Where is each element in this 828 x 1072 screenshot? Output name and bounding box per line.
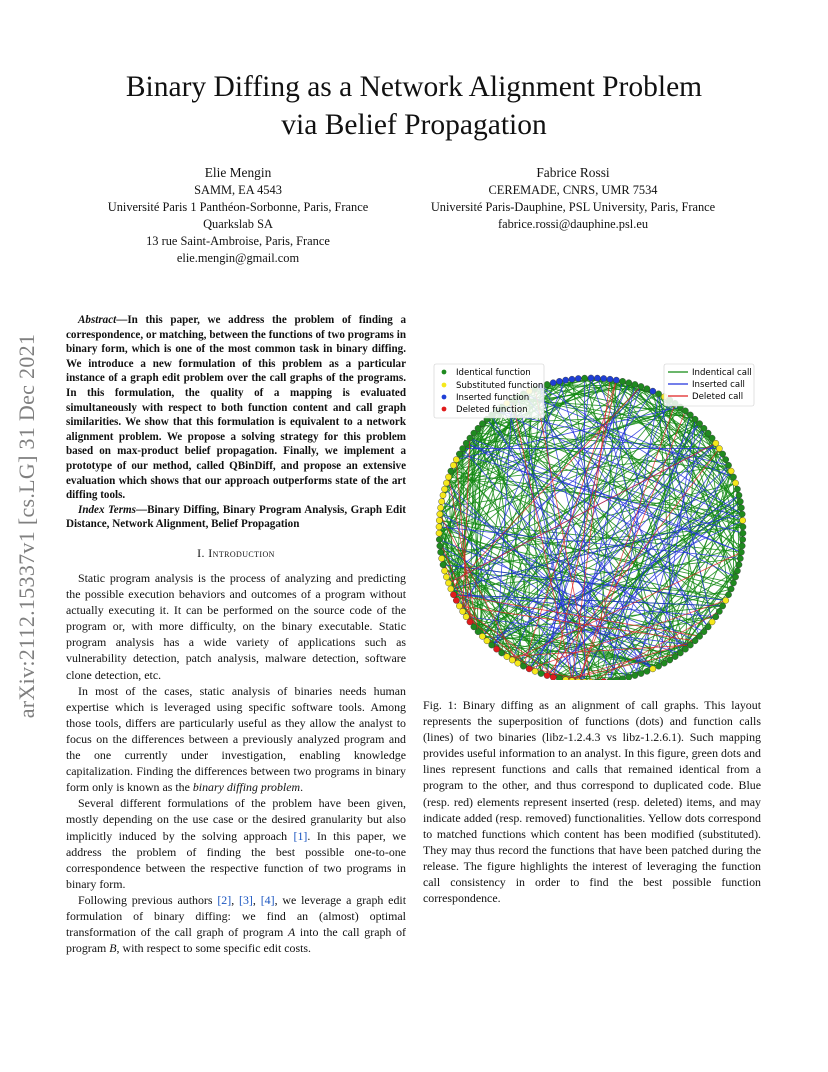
function-node [475, 425, 481, 431]
function-node [445, 580, 451, 586]
function-node [725, 462, 731, 468]
function-node [687, 412, 693, 418]
function-node [626, 380, 632, 386]
function-node [713, 614, 719, 620]
substituted-function-marker [442, 383, 447, 388]
function-node [526, 666, 532, 672]
function-node [475, 629, 481, 635]
function-node [456, 451, 462, 457]
function-node [575, 375, 581, 381]
function-node [440, 562, 446, 568]
citation-link[interactable]: [3] [239, 892, 253, 907]
author-name: Elie Mengin [204, 165, 272, 180]
function-node [515, 660, 521, 666]
function-node [467, 435, 473, 441]
author-email: fabrice.rossi@dauphine.psl.eu [497, 217, 649, 231]
call-graph-plot [430, 362, 756, 680]
function-node [709, 435, 715, 441]
function-node [520, 663, 526, 669]
function-node [644, 386, 650, 392]
function-node [720, 603, 726, 609]
function-node [667, 657, 673, 663]
function-node [730, 580, 736, 586]
section-title: Introduction [208, 546, 275, 560]
author-block-1 [80, 164, 396, 267]
function-node [556, 676, 562, 680]
legend-label: Identical function [456, 368, 531, 378]
deleted-function-marker [442, 407, 447, 412]
function-node [607, 376, 613, 382]
function-node [732, 480, 738, 486]
paper-title [60, 68, 768, 144]
inserted-call-edge [451, 514, 742, 589]
function-node [438, 549, 444, 555]
function-node [701, 425, 707, 431]
function-node [471, 430, 477, 436]
function-node [489, 642, 495, 648]
function-node [736, 562, 742, 568]
function-node [620, 378, 626, 384]
emphasis: binary diffing problem [192, 780, 301, 795]
node-legend [434, 364, 544, 418]
function-node [467, 619, 473, 625]
function-node [550, 674, 556, 680]
function-node [737, 498, 743, 504]
function-node [544, 672, 550, 678]
function-node [687, 642, 693, 648]
function-node [728, 586, 734, 592]
function-node [713, 440, 719, 446]
function-node [632, 672, 638, 678]
author-email: elie.mengin@gmail.com [176, 251, 300, 265]
arxiv-identifier: arXiv:2112.15337v1 [cs.LG] 31 Dec 2021 [14, 333, 39, 719]
function-node [532, 668, 538, 674]
author-affiliation: Quarkslab SA [203, 217, 273, 231]
function-node [620, 676, 626, 680]
function-node [716, 608, 722, 614]
function-node [441, 486, 447, 492]
function-node [732, 574, 738, 580]
function-node [728, 468, 734, 474]
function-node [436, 517, 442, 523]
abstract-label: Abstract [78, 314, 117, 326]
function-node [650, 388, 656, 394]
function-node [479, 633, 485, 639]
function-node [738, 505, 744, 511]
introduction-body [66, 570, 406, 956]
function-node [493, 646, 499, 652]
function-node [439, 555, 445, 561]
function-node [437, 511, 443, 517]
function-node [582, 375, 588, 381]
function-node [450, 592, 456, 598]
function-node [448, 586, 454, 592]
function-node [638, 383, 644, 389]
function-node [439, 498, 445, 504]
function-node [677, 650, 683, 656]
function-node [682, 408, 688, 414]
function-node [740, 536, 746, 542]
author-address: 13 rue Saint-Ambroise, Paris, France [146, 234, 330, 248]
function-node [696, 421, 702, 427]
function-node [443, 480, 449, 486]
function-node [730, 474, 736, 480]
figure-call-graph [430, 362, 756, 680]
math-variable: A [287, 925, 296, 940]
function-node [709, 619, 715, 625]
legend-label: Deleted function [456, 405, 528, 415]
function-node [737, 555, 743, 561]
legend-label: Substituted function [456, 381, 544, 391]
function-node [734, 568, 740, 574]
author-affiliation: Université Paris-Dauphine, PSL University, Paris, France [430, 200, 716, 214]
function-node [672, 654, 678, 660]
function-node [556, 378, 562, 384]
function-node [445, 474, 451, 480]
figure-caption: Fig. 1: Binary diffing as an alignment of call graphs. This layout represents the superposition of functions (dots) and function calls (lines) of two binaries (libz-1.2.4.3 vs libz-1.2.6.1). Such mapping provides useful information to an analyst. In this figure, green dots and lines represent functions and calls that remained identical from a program to the other, and thus correspond to duplicated code. Blue (resp. red) elements represent inserted (resp. deleted) items, and may indicate added (resp. removed) functionalities. Yellow dots correspond to matched functions which content has been modified (substituted). They may thus record the functions that have been patched during the release. The figure highlights the interest of leveraging the function call consistency in order to find the best possible function correspondence. [423, 698, 761, 906]
function-node [460, 608, 466, 614]
function-node [443, 574, 449, 580]
function-node [682, 646, 688, 652]
function-node [723, 456, 729, 462]
function-node [509, 657, 515, 663]
paragraph: Static program analysis is the process of analyzing and predicting the possible execution behaviors and outcomes of a program without actually executing it. It can be performed on the source code of the program or, with more difficulty, on the binary executable. Static program analysis has a wide variety of applications such as vulnerability detection, patch analysis, malware detection, software clone detection, etc. [66, 571, 406, 682]
author-affiliation: SAMM, EA 4543 [194, 183, 282, 197]
function-node [471, 624, 477, 630]
function-node [716, 445, 722, 451]
function-node [601, 375, 607, 381]
function-node [588, 375, 594, 381]
legend-label: Indentical call [692, 368, 752, 378]
function-node [453, 597, 459, 603]
legend-label: Inserted function [456, 393, 530, 403]
title-line-1: Binary Diffing as a Network Alignment Problem [125, 71, 703, 103]
function-node [739, 511, 745, 517]
function-node [626, 674, 632, 680]
function-node [436, 524, 442, 530]
author-affiliation: Université Paris 1 Panthéon-Sorbonne, Paris, France [107, 200, 369, 214]
function-node [655, 391, 661, 397]
function-node [441, 568, 447, 574]
function-node [448, 468, 454, 474]
legend-label: Inserted call [692, 380, 745, 390]
function-node [450, 462, 456, 468]
function-node [734, 486, 740, 492]
function-node [736, 492, 742, 498]
function-node [499, 650, 505, 656]
function-node [740, 517, 746, 523]
function-node [725, 592, 731, 598]
function-node [456, 603, 462, 609]
function-node [692, 638, 698, 644]
function-node [437, 543, 443, 549]
function-node [436, 530, 442, 536]
function-node [644, 668, 650, 674]
citation-link[interactable]: [2] [217, 892, 232, 907]
function-node [438, 505, 444, 511]
function-node [594, 375, 600, 381]
function-node [601, 678, 607, 680]
paragraph: Following previous authors [2], [3], [4], we leverage a graph edit formulation of binary diffing: we find an (almost) optimal transformation of the call graph of program A into the call graph of program B, with respect to some specific edit costs. [66, 892, 406, 956]
function-node [504, 654, 510, 660]
abstract-text: —In this paper, we address the problem of finding a correspondence, or matching, between the functions of two programs in binary form, which is one of the most common task in binary diffing. We introduce a new formulation of this problem as a particular instance of a graph edit problem over the call graphs of the programs. In this formulation, the quality of a mapping is evaluated simultaneously with respect to both function content and call graph similarities. We show that this formulation is equivalent to a network alignment problem. We propose a solving strategy for this problem based on max-product belief propagation. Finally, we implement a prototype of our method, called QBinDiff, and propose an extensive evaluation which shows that our approach outperforms state of the art diffing tools. [66, 314, 406, 502]
function-node [720, 451, 726, 457]
inserted-function-marker [442, 395, 447, 400]
function-node [544, 381, 550, 387]
author-affiliation: CEREMADE, CNRS, UMR 7534 [488, 183, 658, 197]
function-node [705, 624, 711, 630]
citation-link[interactable]: [1] [293, 828, 308, 843]
abstract [66, 313, 406, 532]
function-node [739, 543, 745, 549]
function-node [463, 614, 469, 620]
function-node [563, 377, 569, 383]
function-node [701, 629, 707, 635]
math-variable: B [109, 941, 117, 956]
function-node [460, 445, 466, 451]
function-node [740, 524, 746, 530]
function-node [738, 549, 744, 555]
function-node [655, 663, 661, 669]
function-node [650, 666, 656, 672]
title-line-2: via Belief Propagation [281, 109, 547, 141]
function-node [723, 597, 729, 603]
function-node [436, 536, 442, 542]
paragraph: Several different formulations of the problem have been given, mostly depending on the use case or the desired granularity but also implicitly induced by the solving approach [1]. In this paper, we address the problem of finding the best possible one-to-one correspondence between the respective function of two programs in binary form. [66, 796, 406, 891]
function-node [569, 376, 575, 382]
author-block-2 [410, 164, 736, 233]
legend-label: Deleted call [692, 392, 744, 402]
citation-link[interactable]: [4] [260, 892, 275, 907]
section-number: I. [197, 546, 205, 560]
function-node [613, 377, 619, 383]
function-node [463, 440, 469, 446]
index-terms-label: Index Terms [78, 503, 136, 516]
index-terms-text: —Binary Diffing, Binary Program Analysis, Graph Edit Distance, Network Alignment, Belief Propagation [66, 503, 406, 531]
author-name: Fabrice Rossi [536, 165, 610, 180]
edge-legend [664, 364, 754, 406]
function-node [538, 670, 544, 676]
identical-function-marker [442, 370, 447, 375]
function-node [440, 492, 446, 498]
function-node [638, 670, 644, 676]
function-node [453, 456, 459, 462]
arxiv-sidebar [4, 286, 50, 766]
function-node [705, 430, 711, 436]
function-node [661, 660, 667, 666]
function-node [740, 530, 746, 536]
section-heading [66, 546, 406, 561]
paragraph: In most of the cases, static analysis of binaries needs human expertise which is leveraged using specific software tools. Among those tools, differs are particularly useful as they allow the analyst to focus on the differences between a previously analyzed program and the one currently under investigation, enabling knowledge capitalization. Finding the differences between two programs in binary form only is known as the binary diffing problem. [66, 683, 406, 795]
function-node [632, 381, 638, 387]
function-node [550, 380, 556, 386]
